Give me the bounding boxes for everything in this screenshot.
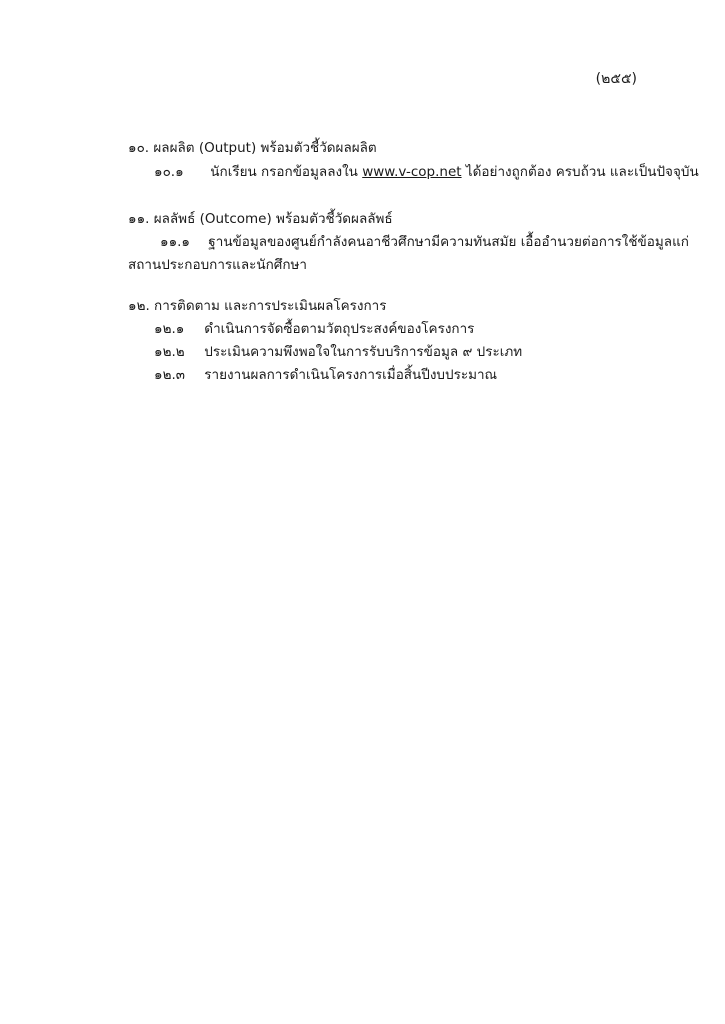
page-number: (๒๕๕) <box>595 71 637 87</box>
v-cop-link[interactable]: www.v-cop.net <box>362 164 462 180</box>
item-text-after: ได้อย่างถูกต้อง ครบถ้วน และเป็นปัจจุบัน <box>465 164 699 180</box>
section-11-item-1-continuation <box>128 253 307 275</box>
item-text: ดำเนินการจัดซื้อตามวัตถุประสงค์ของโครงการ <box>204 321 475 337</box>
section-12-item-3 <box>154 363 497 385</box>
item-number: ๑๒.๒ <box>154 344 185 360</box>
section-12-item-2 <box>154 340 522 362</box>
section-10-item-1 <box>154 160 699 182</box>
item-text: รายงานผลการดำเนินโครงการเมื่อสิ้นปีงบประมาณ <box>204 367 498 383</box>
section-11-heading: ๑๑. ผลลัพธ์ (Outcome) พร้อมตัวชี้วัดผลลัพธ์ <box>128 211 393 227</box>
item-number: ๑๒.๓ <box>154 367 185 383</box>
item-number: ๑๐.๑ <box>154 164 184 180</box>
item-text: ประเมินความพึงพอใจในการรับบริการข้อมูล ๙ ประเภท <box>204 344 523 360</box>
section-11-item-1 <box>160 230 689 252</box>
section-12-heading: ๑๒. การติดตาม และการประเมินผลโครงการ <box>128 298 387 314</box>
item-number: ๑๒.๑ <box>154 321 185 337</box>
item-number: ๑๑.๑ <box>160 234 190 250</box>
item-text-line-1: ฐานข้อมูลของศูนย์กำลังคนอาชีวศึกษามีความทันสมัย เอื้ออำนวยต่อการใช้ข้อมูลแก่ <box>208 234 689 250</box>
item-text-line-2: สถานประกอบการและนักศึกษา <box>128 257 308 273</box>
item-text: นักเรียน กรอกข้อมูลลงใน <box>210 164 358 180</box>
section-12-item-1 <box>154 317 474 339</box>
section-10-heading: ๑๐. ผลผลิต (Output) พร้อมตัวชี้วัดผลผลิต <box>128 140 377 156</box>
